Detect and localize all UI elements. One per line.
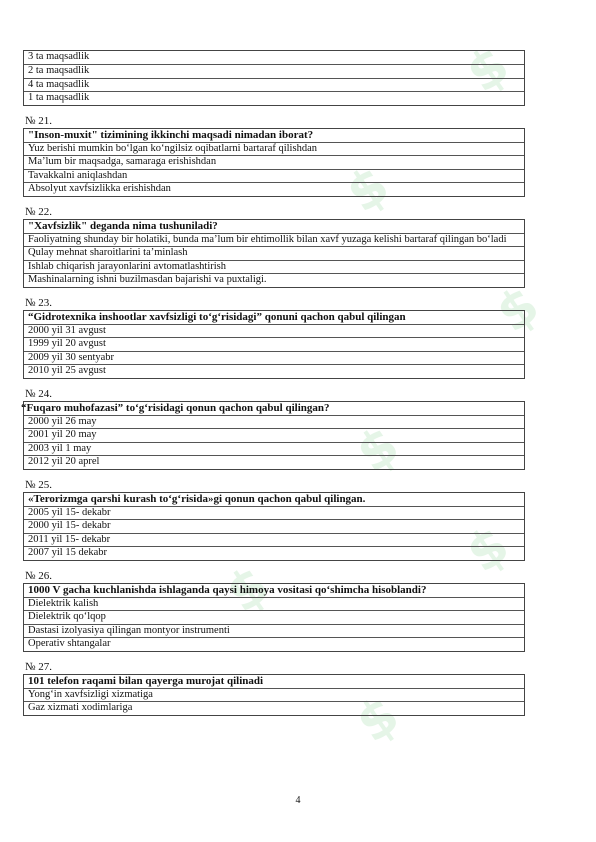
question-list [23,115,525,716]
answer-option: 2007 yil 15 dekabr [24,546,524,560]
document-body [23,50,525,716]
question-number: № 26. [25,569,52,582]
answer-option: Qulay mehnat sharoitlarini ta’minlash [24,246,524,260]
answer-option: Ma’lum bir maqsadga, samaraga erishishdan [24,155,524,169]
answer-option: Absolyut xavfsizlikka erishishdan [24,182,524,196]
question-block [23,661,525,716]
answer-option: 2000 yil 26 may [24,415,524,429]
answer-option: 2005 yil 15- dekabr [24,506,524,520]
watermark-logo: $ [346,685,411,755]
question-block [23,206,525,288]
answer-option: 2000 yil 15- dekabr [24,519,524,533]
question-text: “Fuqaro muhofazasi” to‘g‘risidagi qonun qachon qabul qilingan? [21,401,330,414]
continuation-answer-table [23,50,525,106]
question-number: № 25. [25,478,52,491]
question-number: № 27. [25,660,52,673]
answer-option: 2000 yil 31 avgust [24,324,524,338]
watermark-logo: $ [456,515,521,585]
answer-option: 2009 yil 30 sentyabr [24,351,524,365]
answer-option: Faoliyatning shunday bir holatiki, bunda ma’lum bir ehtimollik bilan xavf yuzaga kelishi bartaraf qilingan bo‘ladi [24,233,524,247]
answer-option: Dielektrik qo‘lqop [24,610,524,624]
question-block [23,297,525,379]
answer-option: Tavakkalni aniqlashdan [24,169,524,183]
answer-option: 3 ta maqsadlik [28,51,90,62]
answer-option: 4 ta maqsadlik [24,78,524,92]
watermark-logo: $ [456,35,521,105]
answer-option: 2001 yil 20 may [24,428,524,442]
answer-option: 2010 yil 25 avgust [24,364,524,378]
answer-option: Yong‘in xavfsizligi xizmatiga [24,688,524,702]
answer-option: Yuz berishi mumkin bo‘lgan ko‘ngilsiz oqibatlarni bartaraf qilishdan [24,142,524,156]
page-number: 4 [295,795,301,806]
question-block [23,115,525,197]
answer-option: 2003 yil 1 may [24,442,524,456]
watermark-logo: $ [346,415,411,485]
question-number: № 22. [25,205,52,218]
watermark-logo: $ [486,275,551,345]
question-block [23,570,525,652]
question-text: “Gidrotexnika inshootlar xavfsizligi to‘g‘risidagi” qonuni qachon qabul qilingan [28,310,406,323]
answer-option: Gaz xizmati xodimlariga [24,701,524,715]
question-text: "Xavfsizlik" deganda nima tushuniladi? [28,219,218,232]
answer-option: 1 ta maqsadlik [24,91,524,105]
question-table [23,310,525,379]
question-number: № 23. [25,296,52,309]
question-table [23,492,525,561]
answer-option: Ishlab chiqarish jarayonlarini avtomatlashtirish [24,260,524,274]
answer-option: 1999 yil 20 avgust [24,337,524,351]
question-table [23,219,525,288]
answer-option: 2 ta maqsadlik [24,64,524,78]
question-table [23,583,525,652]
question-block [23,479,525,561]
question-number: № 21. [25,114,52,127]
question-table [23,128,525,197]
question-text: "Inson-muxit" tizimining ikkinchi maqsadi nimadan iborat? [28,128,314,141]
question-number: № 24. [25,387,52,400]
answer-option: Dielektrik kalish [24,597,524,611]
watermark-logo: $ [336,155,401,225]
answer-option: 2012 yil 20 aprel [24,455,524,469]
question-table [23,401,525,470]
question-text: 1000 V gacha kuchlanishda ishlaganda qaysi himoya vositasi qo‘shimcha hisoblandi? [28,583,427,596]
question-table [23,674,525,716]
question-block [23,388,525,470]
question-text: 101 telefon raqami bilan qayerga murojat qilinadi [28,674,264,687]
question-text: «Terorizmga qarshi kurash to‘g‘risida»gi qonun qachon qabul qilingan. [28,492,366,505]
watermark-logo: $ [216,555,281,625]
answer-option: Operativ shtangalar [24,637,524,651]
answer-option: 2011 yil 15- dekabr [24,533,524,547]
answer-option: Dastasi izolyasiya qilingan montyor instrumenti [24,624,524,638]
answer-option: Mashinalarning ishni buzilmasdan bajarishi va puxtaligi. [24,273,524,287]
